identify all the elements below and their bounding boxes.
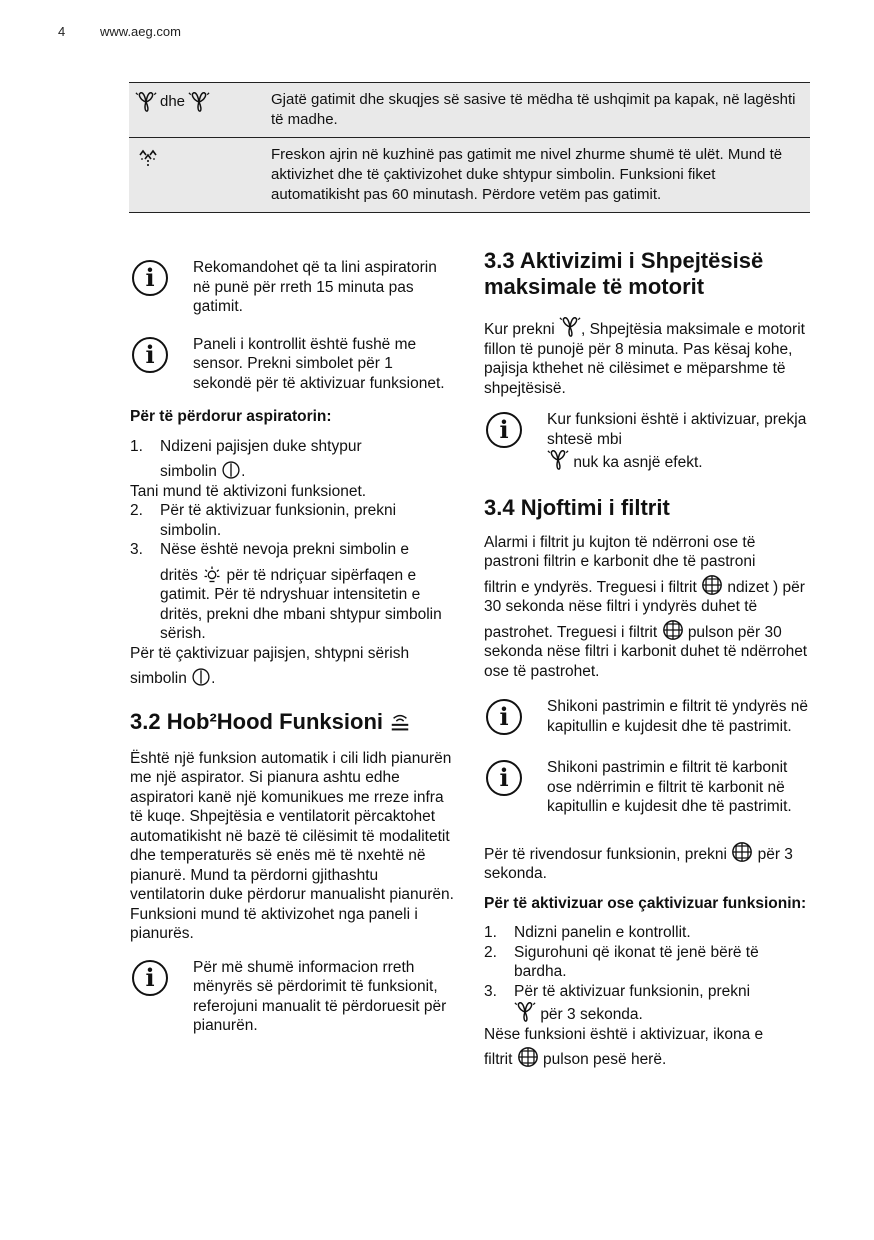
list-item: 2. Sigurohuni që ikonat të jenë bërë të bardha.	[484, 943, 759, 980]
section-3-2-text: Është një funksion automatik i cili lidh pianurën me një aspirator. Si pianura ashtu edhe aspiratori kanë një komunikues me rreze infra të kuqe. Shpejtësia e ventilatorit përcaktohet automatikisht në bazë të cilësimit të modalitetit dhe temperaturës së enës më të nxehtë në pianurë. Mund ta përdorni gjithashtu ventilatorin duke përdorur manualisht pianurën. Funksioni mund të aktivizohet nga paneli i pianurës.	[130, 749, 454, 942]
fan-boost-icon	[188, 91, 210, 113]
note-text: Shikoni pastrimin e filtrit të yndyrës në kapitullin e kujdesit dhe të pastrimit.	[547, 698, 809, 735]
table-row-label: dhe	[160, 93, 186, 110]
info-note	[484, 410, 814, 473]
activate-heading: Për të aktivizuar ose çaktivizuar funksionin:	[484, 894, 807, 912]
list-item: 3. Për të aktivizuar funksionin, prekni për 3 sekonda.	[484, 982, 751, 1023]
table-symbol-cell	[129, 138, 271, 212]
right-column	[484, 248, 814, 1070]
off-text: Për të çaktivizuar pajisjen, shtypni sërish simbolin .	[130, 644, 410, 687]
list-item: 3. Nëse është nevoja prekni simbolin e dritës për të ndriçuar sipërfaqen e gatimit. Për të ndryshuar intensitetin e dritës, prekni dhe mbani shtypur simbolin sërish.	[130, 541, 442, 642]
header-url: www.aeg.com	[100, 24, 181, 39]
after-text: Nëse funksioni është i aktivizuar, ikona e filtrit pulson pesë herë.	[484, 1025, 764, 1068]
info-note	[130, 335, 455, 394]
info-note	[484, 758, 814, 817]
list-item: 1. Ndizni panelin e kontrollit.	[484, 924, 691, 941]
step1-after: Tani mund të aktivizoni funksionet.	[130, 482, 367, 500]
section-3-3-text: Kur prekni , Shpejtësia maksimale e motorit fillon të punojë për 8 minuta. Pas kësaj kohe, pajisja kthehet në cilësimet e mëparshme të shpejtësisë.	[484, 316, 814, 398]
info-icon: i	[486, 699, 522, 735]
info-icon: i	[486, 412, 522, 448]
use-steps	[130, 437, 455, 482]
fan-boost-icon	[559, 316, 581, 338]
power-icon	[221, 460, 241, 480]
filter-icon	[731, 841, 753, 863]
table-symbol-cell	[129, 83, 271, 137]
fan-boost-icon	[547, 449, 569, 471]
filter-icon	[662, 619, 684, 641]
power-icon	[191, 667, 211, 687]
table-row	[129, 83, 810, 138]
info-icon: i	[486, 760, 522, 796]
info-note	[130, 958, 455, 1036]
symbol-table	[129, 82, 810, 213]
table-row-text: Gjatë gatimit dhe skuqjes së sasive të mëdha të ushqimit pa kapak, në lagështi të madhe.	[271, 91, 796, 128]
info-icon: i	[132, 960, 168, 996]
hob2hood-icon	[389, 711, 411, 733]
note-text: Për më shumë informacion rreth mënyrës së përdorimit të funksionit, referojuni manualit të përdoruesit për pianurën.	[193, 958, 447, 1034]
fan-boost-icon	[514, 1001, 536, 1023]
list-item: 1. Ndizeni pajisjen duke shtypur simbolin .	[130, 437, 362, 480]
note-text: Kur funksioni është i aktivizuar, prekja shtesë mbi nuk ka asnjë efekt.	[547, 411, 807, 471]
note-text: Paneli i kontrollit është fushë me sensor. Prekni simbolet për 1 sekondë për të aktivizuar funksionet.	[193, 335, 445, 392]
use-heading: Për të përdorur aspiratorin:	[130, 408, 332, 425]
filter-icon	[701, 574, 723, 596]
page-number: 4	[58, 24, 66, 39]
use-steps-cont	[130, 501, 455, 644]
note-text: Shikoni pastrimin e filtrit të karbonit ose ndërrimin e filtrit të karbonit në kapitullin e kujdesit dhe të pastrimit.	[547, 759, 792, 815]
activate-steps	[484, 923, 814, 1025]
info-icon: i	[132, 260, 168, 296]
note-text: Rekomandohet që ta lini aspiratorin në punë për rreth 15 minuta pas gatimit.	[193, 259, 437, 315]
section-3-4-text: Alarmi i filtrit ju kujton të ndërroni ose të pastroni filtrin e karbonit dhe të pastroni filtrin e yndyrës. Treguesi i filtrit ndizet ) për 30 sekonda nëse filtri i yndyrës duhet të pastrohet. Treguesi i filtrit pulson për 30 sekonda nëse filtri i karbonit duhet të ndërrohet ose të pastrohet.	[484, 533, 808, 680]
list-item: 2. Për të aktivizuar funksionin, prekni simbolin.	[130, 502, 397, 539]
section-heading-3-2: 3.2 Hob²Hood Funksioni	[130, 709, 455, 735]
table-row	[129, 138, 810, 213]
light-icon	[202, 564, 222, 584]
info-note	[130, 258, 455, 317]
filter-icon	[517, 1046, 539, 1068]
left-column	[130, 258, 455, 1054]
info-note	[484, 697, 814, 736]
reset-text: Për të rivendosur funksionin, prekni për 3 sekonda.	[484, 841, 814, 884]
section-heading-3-4: 3.4 Njoftimi i filtrit	[484, 494, 670, 520]
breeze-icon	[135, 146, 161, 170]
page-header	[58, 22, 181, 42]
table-row-text: Freskon ajrin në kuzhinë pas gatimit me nivel zhurme shumë të ulët. Mund të aktivizhet dhe të çaktivizohet duke shtypur simbolin. Funksioni fiket automatikisht pas 60 minutash. Përdore vetëm pas gatimit.	[271, 146, 783, 203]
fan-boost-icon	[135, 91, 157, 113]
info-icon: i	[132, 337, 168, 373]
section-heading-3-3: 3.3 Aktivizimi i Shpejtësisë maksimale të motorit	[484, 248, 764, 299]
